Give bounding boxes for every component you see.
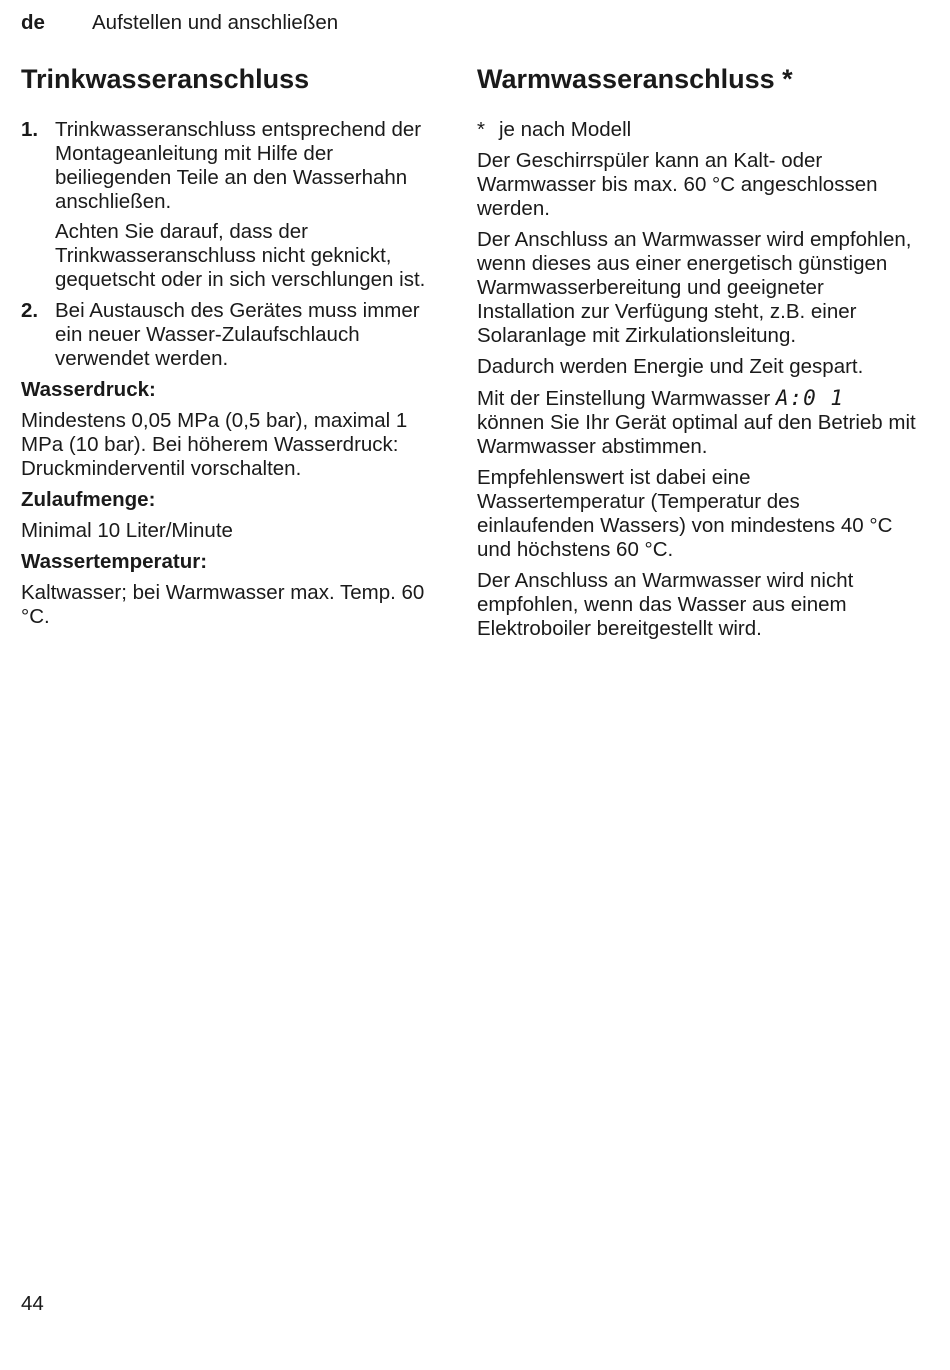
footnote-marker: *	[477, 118, 485, 141]
hot-water-heading: Warmwasseranschluss *	[477, 64, 793, 94]
language-code: de	[21, 11, 45, 34]
right-column	[477, 62, 917, 648]
step-text: Trinkwasseranschluss entsprechend der Montageanleitung mit Hilfe der beiliegenden Teile an den Wasserhahn anschließen.	[55, 118, 422, 213]
page-number: 44	[21, 1292, 44, 1315]
paragraph-connection: Der Geschirrspüler kann an Kalt- oder Warmwasser bis max. 60 °C angeschlossen werden.	[477, 149, 878, 220]
steps-list	[21, 118, 441, 371]
setting-text-before: Mit der Einstellung Warmwasser	[477, 387, 771, 410]
paragraph-boiler: Der Anschluss an Warmwasser wird nicht empfohlen, wenn das Wasser aus einem Elektroboiler bereitgestellt wird.	[477, 569, 854, 640]
flow-rate-label: Zulaufmenge:	[21, 488, 156, 511]
paragraph-setting	[477, 386, 917, 459]
step-item-2	[21, 299, 441, 371]
step-note: Achten Sie darauf, dass der Trinkwasseranschluss nicht geknickt, gequetscht oder in sich verschlungen ist.	[55, 220, 426, 291]
paragraph-temperature: Empfehlenswert ist dabei eine Wassertemperatur (Temperatur des einlaufenden Wassers) von mindestens 40 °C und höchstens 60 °C.	[477, 466, 893, 561]
setting-text-after: können Sie Ihr Gerät optimal auf den Betrieb mit Warmwasser abstimmen.	[477, 411, 916, 458]
water-pressure-label: Wasserdruck:	[21, 378, 156, 401]
paragraph-recommendation: Der Anschluss an Warmwasser wird empfohlen, wenn dieses aus einer energetisch günstigen Warmwasserbereitung und geeigneter Installation zur Verfügung steht, z.B. einer Solaranlage mit Zirkulationsleitung.	[477, 228, 912, 347]
water-pressure-text: Mindestens 0,05 MPa (0,5 bar), maximal 1 MPa (10 bar). Bei höherem Wasserdruck: Druckminderventil vorschalten.	[21, 409, 408, 480]
footnote-text: je nach Modell	[499, 118, 632, 141]
step-item-1	[21, 118, 441, 292]
model-footnote	[477, 118, 917, 142]
paragraph-savings: Dadurch werden Energie und Zeit gespart.	[477, 355, 864, 378]
section-title: Aufstellen und anschließen	[92, 11, 339, 34]
page-header	[21, 11, 930, 39]
display-code: A:0 1	[775, 386, 845, 410]
left-column	[21, 62, 441, 636]
step-number: 2.	[21, 299, 39, 322]
step-number: 1.	[21, 118, 39, 141]
step-text: Bei Austausch des Gerätes muss immer ein neuer Wasser-Zulaufschlauch verwendet werden.	[55, 299, 420, 370]
water-temperature-text: Kaltwasser; bei Warmwasser max. Temp. 60 °C.	[21, 581, 425, 628]
water-temperature-label: Wassertemperatur:	[21, 550, 208, 573]
drinking-water-heading: Trinkwasseranschluss	[21, 64, 310, 94]
flow-rate-text: Minimal 10 Liter/Minute	[21, 519, 233, 542]
